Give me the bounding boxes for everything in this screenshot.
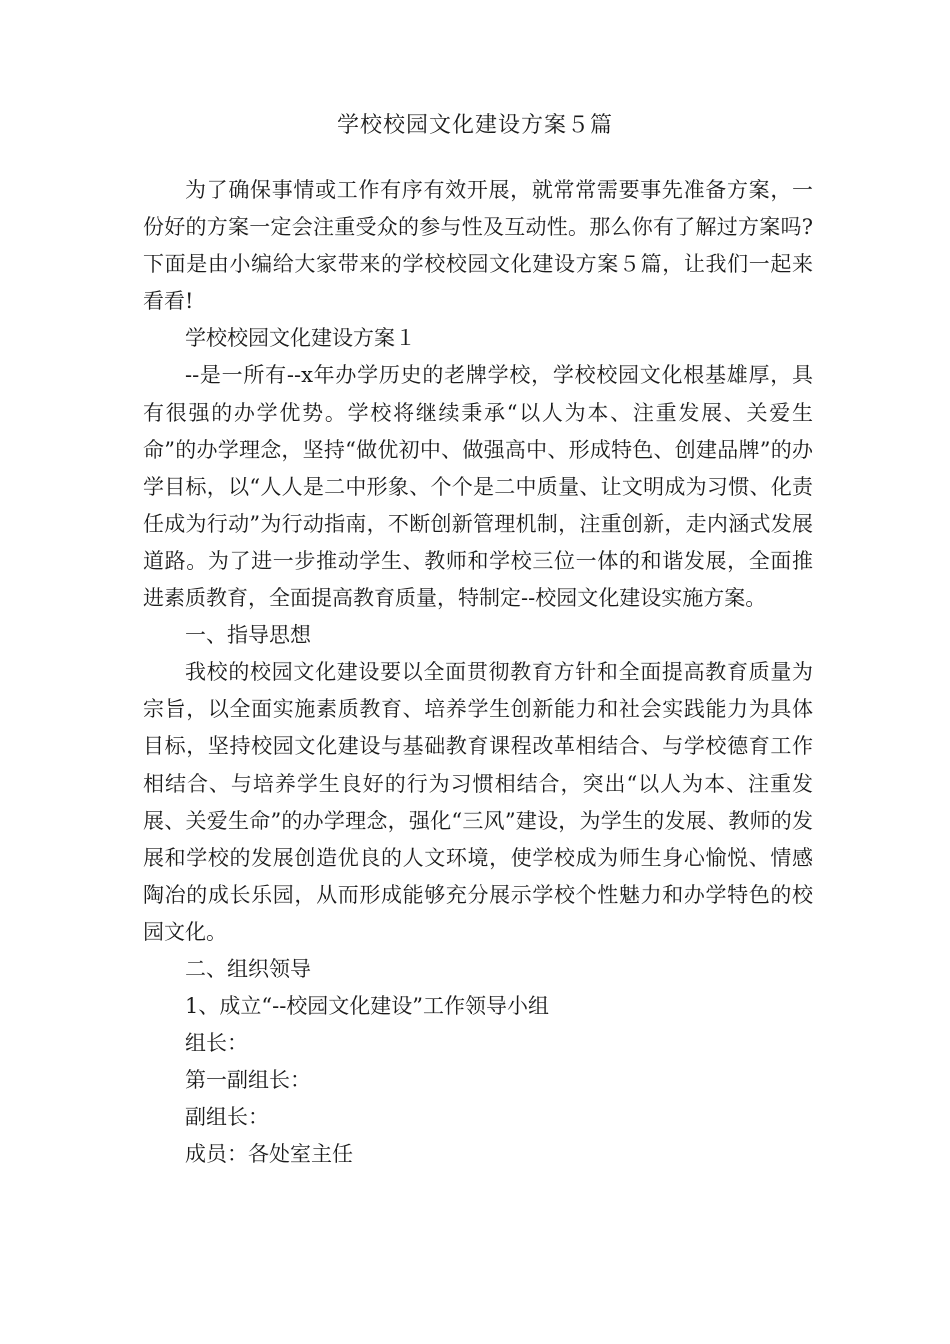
members-line: 成员：各处室主任 [185,1142,353,1167]
document-title: 学校校园文化建设方案５篇 [336,113,613,138]
section-heading-organization: 二、组织领导 [185,956,311,981]
section-heading-guiding-ideology: 一、指导思想 [185,623,311,648]
leadership-group-item: 1、成立“--校园文化建设”工作领导小组 [185,994,550,1019]
school-overview-paragraph: --是一所有--x年办学历史的老牌学校，学校校园文化根基雄厚，具有很强的办学优势。学校将继续秉承“以人为本、注重发展、关爱生命”的办学理念，坚持“做优初中、做强高中、形成特色、创建品牌”的办学目标，以“人人是二中形象、个个是二中质量、让文明成为习惯、化责任成为行动”为行动指南，不断创新管理机制，注重创新，走内涵式发展道路。为了进一步推动学生、教师和学校三位一体的和谐发展，全面推进素质教育，全面提高教育质量，特制定--校园文化建设实施方案。 [143,363,813,611]
intro-paragraph: 为了确保事情或工作有序有效开展，就常常需要事先准备方案，一份好的方案一定会注重受众的参与性及互动性。那么你有了解过方案吗?下面是由小编给大家带来的学校校园文化建设方案５篇，让我们一起来看看! [143,178,813,314]
group-leader-line: 组长： [185,1031,248,1056]
first-deputy-leader-line: 第一副组长： [185,1068,311,1093]
section-heading-plan-1: 学校校园文化建设方案１ [185,326,416,351]
document-body [143,172,813,1174]
guiding-ideology-paragraph: 我校的校园文化建设要以全面贯彻教育方针和全面提高教育质量为宗旨，以全面实施素质教育、培养学生创新能力和社会实践能力为具体目标，坚持校园文化建设与基础教育课程改革相结合、与学校德育工作相结合、与培养学生良好的行为习惯相结合，突出“以人为本、注重发展、关爱生命”的办学理念，强化“三风”建设，为学生的发展、教师的发展和学校的发展创造优良的人文环境，使学校成为师生身心愉悦、情感陶冶的成长乐园，从而形成能够充分展示学校个性魅力和办学特色的校园文化。 [143,660,813,944]
deputy-leader-line: 副组长： [185,1105,269,1130]
